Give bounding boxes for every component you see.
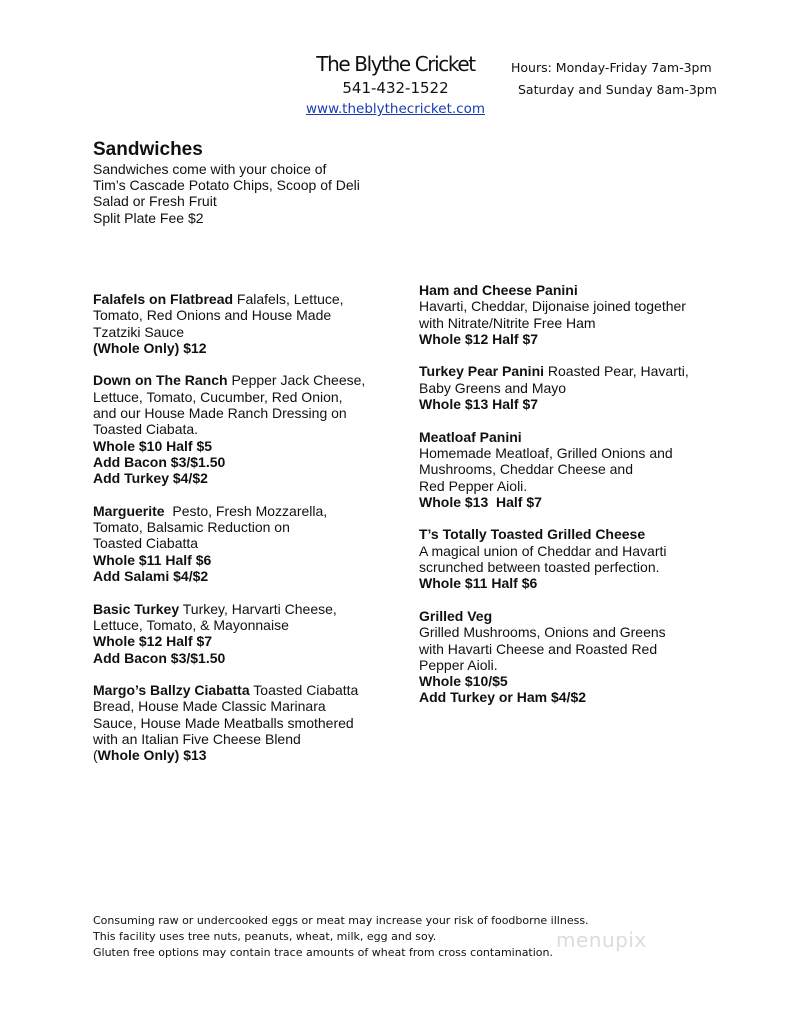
watermark-logo: menupix (556, 928, 647, 952)
hours-weekday: Hours: Monday-Friday 7am-3pm (511, 60, 712, 75)
item-desc: Bread, House Made Classic Marinara (93, 698, 326, 715)
menu-item-turkey-pear-panini (419, 363, 719, 412)
menu-item-basic-turkey (93, 601, 393, 666)
item-name: Falafels on Flatbread (93, 291, 234, 307)
item-desc: A magical union of Cheddar and Havarti (419, 542, 667, 559)
item-desc: Sauce, House Made Meatballs smothered (93, 714, 354, 731)
item-price: Whole $13 Half $7 (419, 493, 542, 510)
item-price: Whole $11 Half $6 (419, 575, 538, 592)
item-desc: Grilled Mushrooms, Onions and Greens (419, 624, 666, 641)
item-desc: Tomato, Red Onions and House Made (93, 307, 332, 324)
item-name: T’s Totally Toasted Grilled Cheese (419, 526, 646, 543)
menu-item-falafels (93, 291, 393, 356)
menu-column-right (419, 282, 719, 722)
price-paren: ( (93, 747, 98, 764)
item-price: (Whole Only) $12 (93, 339, 207, 356)
item-name: Meatloaf Panini (419, 428, 522, 445)
disclaimer-line: Gluten free options may contain trace amounts of wheat from cross contamination. (93, 946, 553, 959)
item-addon: Add Turkey or Ham $4/$2 (419, 689, 587, 706)
item-price: Whole $11 Half $6 (93, 551, 212, 568)
item-desc: Red Pepper Aioli. (419, 477, 528, 494)
intro-line: Split Plate Fee $2 (93, 209, 204, 226)
intro-line: Salad or Fresh Fruit (93, 193, 217, 210)
phone-number: 541-432-1522 (342, 79, 449, 97)
item-desc: with an Italian Five Cheese Blend (93, 731, 301, 748)
item-name: Grilled Veg (419, 607, 493, 624)
disclaimer-line: Consuming raw or undercooked eggs or meat may increase your risk of foodborne illness. (93, 914, 589, 927)
menu-item-marguerite (93, 503, 393, 584)
menu-item-down-on-the-ranch (93, 372, 393, 486)
section-title: Sandwiches (93, 139, 203, 160)
item-addon: Add Bacon $3/$1.50 (93, 649, 226, 666)
item-price: Whole $12 Half $7 (93, 633, 213, 650)
item-desc: Homemade Meatloaf, Grilled Onions and (419, 444, 673, 461)
item-price: Whole $10/$5 (419, 673, 508, 690)
item-desc: Pesto, Fresh Mozzarella, (164, 502, 328, 519)
item-desc: with Nitrate/Nitrite Free Ham (419, 314, 596, 331)
menu-item-grilled-veg (419, 608, 719, 706)
item-desc: Turkey, Harvarti Cheese, (179, 600, 337, 617)
item-addon: Add Turkey $4/$2 (93, 470, 208, 487)
menu-item-ham-and-cheese-panini (419, 282, 719, 347)
item-desc: Falafels, Lettuce, (233, 291, 344, 307)
item-desc: Toasted Ciabatta (93, 535, 199, 552)
item-addon: Add Salami $4/$2 (93, 568, 209, 585)
item-name: Marguerite (93, 502, 165, 519)
item-desc: Pepper Aioli. (419, 656, 498, 673)
item-desc: Lettuce, Tomato, & Mayonnaise (93, 616, 289, 633)
hours-weekend: Saturday and Sunday 8am-3pm (518, 82, 717, 97)
footer-disclaimer (93, 913, 589, 961)
menu-column-left (93, 291, 393, 780)
menu-item-grilled-cheese (419, 526, 719, 591)
item-desc: Lettuce, Tomato, Cucumber, Red Onion, (93, 388, 343, 405)
intro-line: Tim’s Cascade Potato Chips, Scoop of Deli (93, 177, 360, 194)
item-desc: Toasted Ciabatta (249, 682, 359, 699)
item-desc: Pepper Jack Cheese, (227, 372, 366, 389)
item-desc: with Havarti Cheese and Roasted Red (419, 640, 658, 657)
restaurant-name: The Blythe Cricket (316, 52, 475, 76)
item-desc: and our House Made Ranch Dressing on (93, 405, 347, 422)
item-desc: scrunched between toasted perfection. (419, 559, 660, 576)
item-desc: Roasted Pear, Havarti, (544, 363, 689, 380)
section-intro (93, 161, 360, 226)
disclaimer-line: This facility uses tree nuts, peanuts, wheat, milk, egg and soy. (93, 930, 437, 943)
item-price (93, 747, 393, 763)
item-desc: Toasted Ciabata. (93, 421, 199, 438)
item-price: Whole $12 Half $7 (419, 330, 539, 347)
item-name: Basic Turkey (93, 600, 180, 617)
price-text: Whole Only) $13 (97, 747, 207, 764)
item-addon: Add Bacon $3/$1.50 (93, 453, 226, 470)
item-name: Margo’s Ballzy Ciabatta (93, 682, 250, 699)
website-link[interactable]: www.theblythecricket.com (305, 101, 485, 117)
item-name: Down on The Ranch (93, 372, 228, 389)
item-name: Turkey Pear Panini (419, 363, 545, 380)
item-desc: Mushrooms, Cheddar Cheese and (419, 461, 634, 478)
item-desc: Havarti, Cheddar, Dijonaise joined together (419, 298, 686, 315)
intro-line: Sandwiches come with your choice of (93, 161, 327, 177)
item-price: Whole $13 Half $7 (419, 396, 539, 413)
menu-item-meatloaf-panini (419, 429, 719, 510)
item-desc: Tzatziki Sauce (93, 323, 185, 340)
menu-item-margos-ballzy-ciabatta (93, 682, 393, 763)
item-name: Ham and Cheese Panini (419, 282, 578, 298)
item-price: Whole $10 Half $5 (93, 437, 213, 454)
item-desc: Tomato, Balsamic Reduction on (93, 519, 290, 536)
item-desc: Baby Greens and Mayo (419, 379, 567, 396)
